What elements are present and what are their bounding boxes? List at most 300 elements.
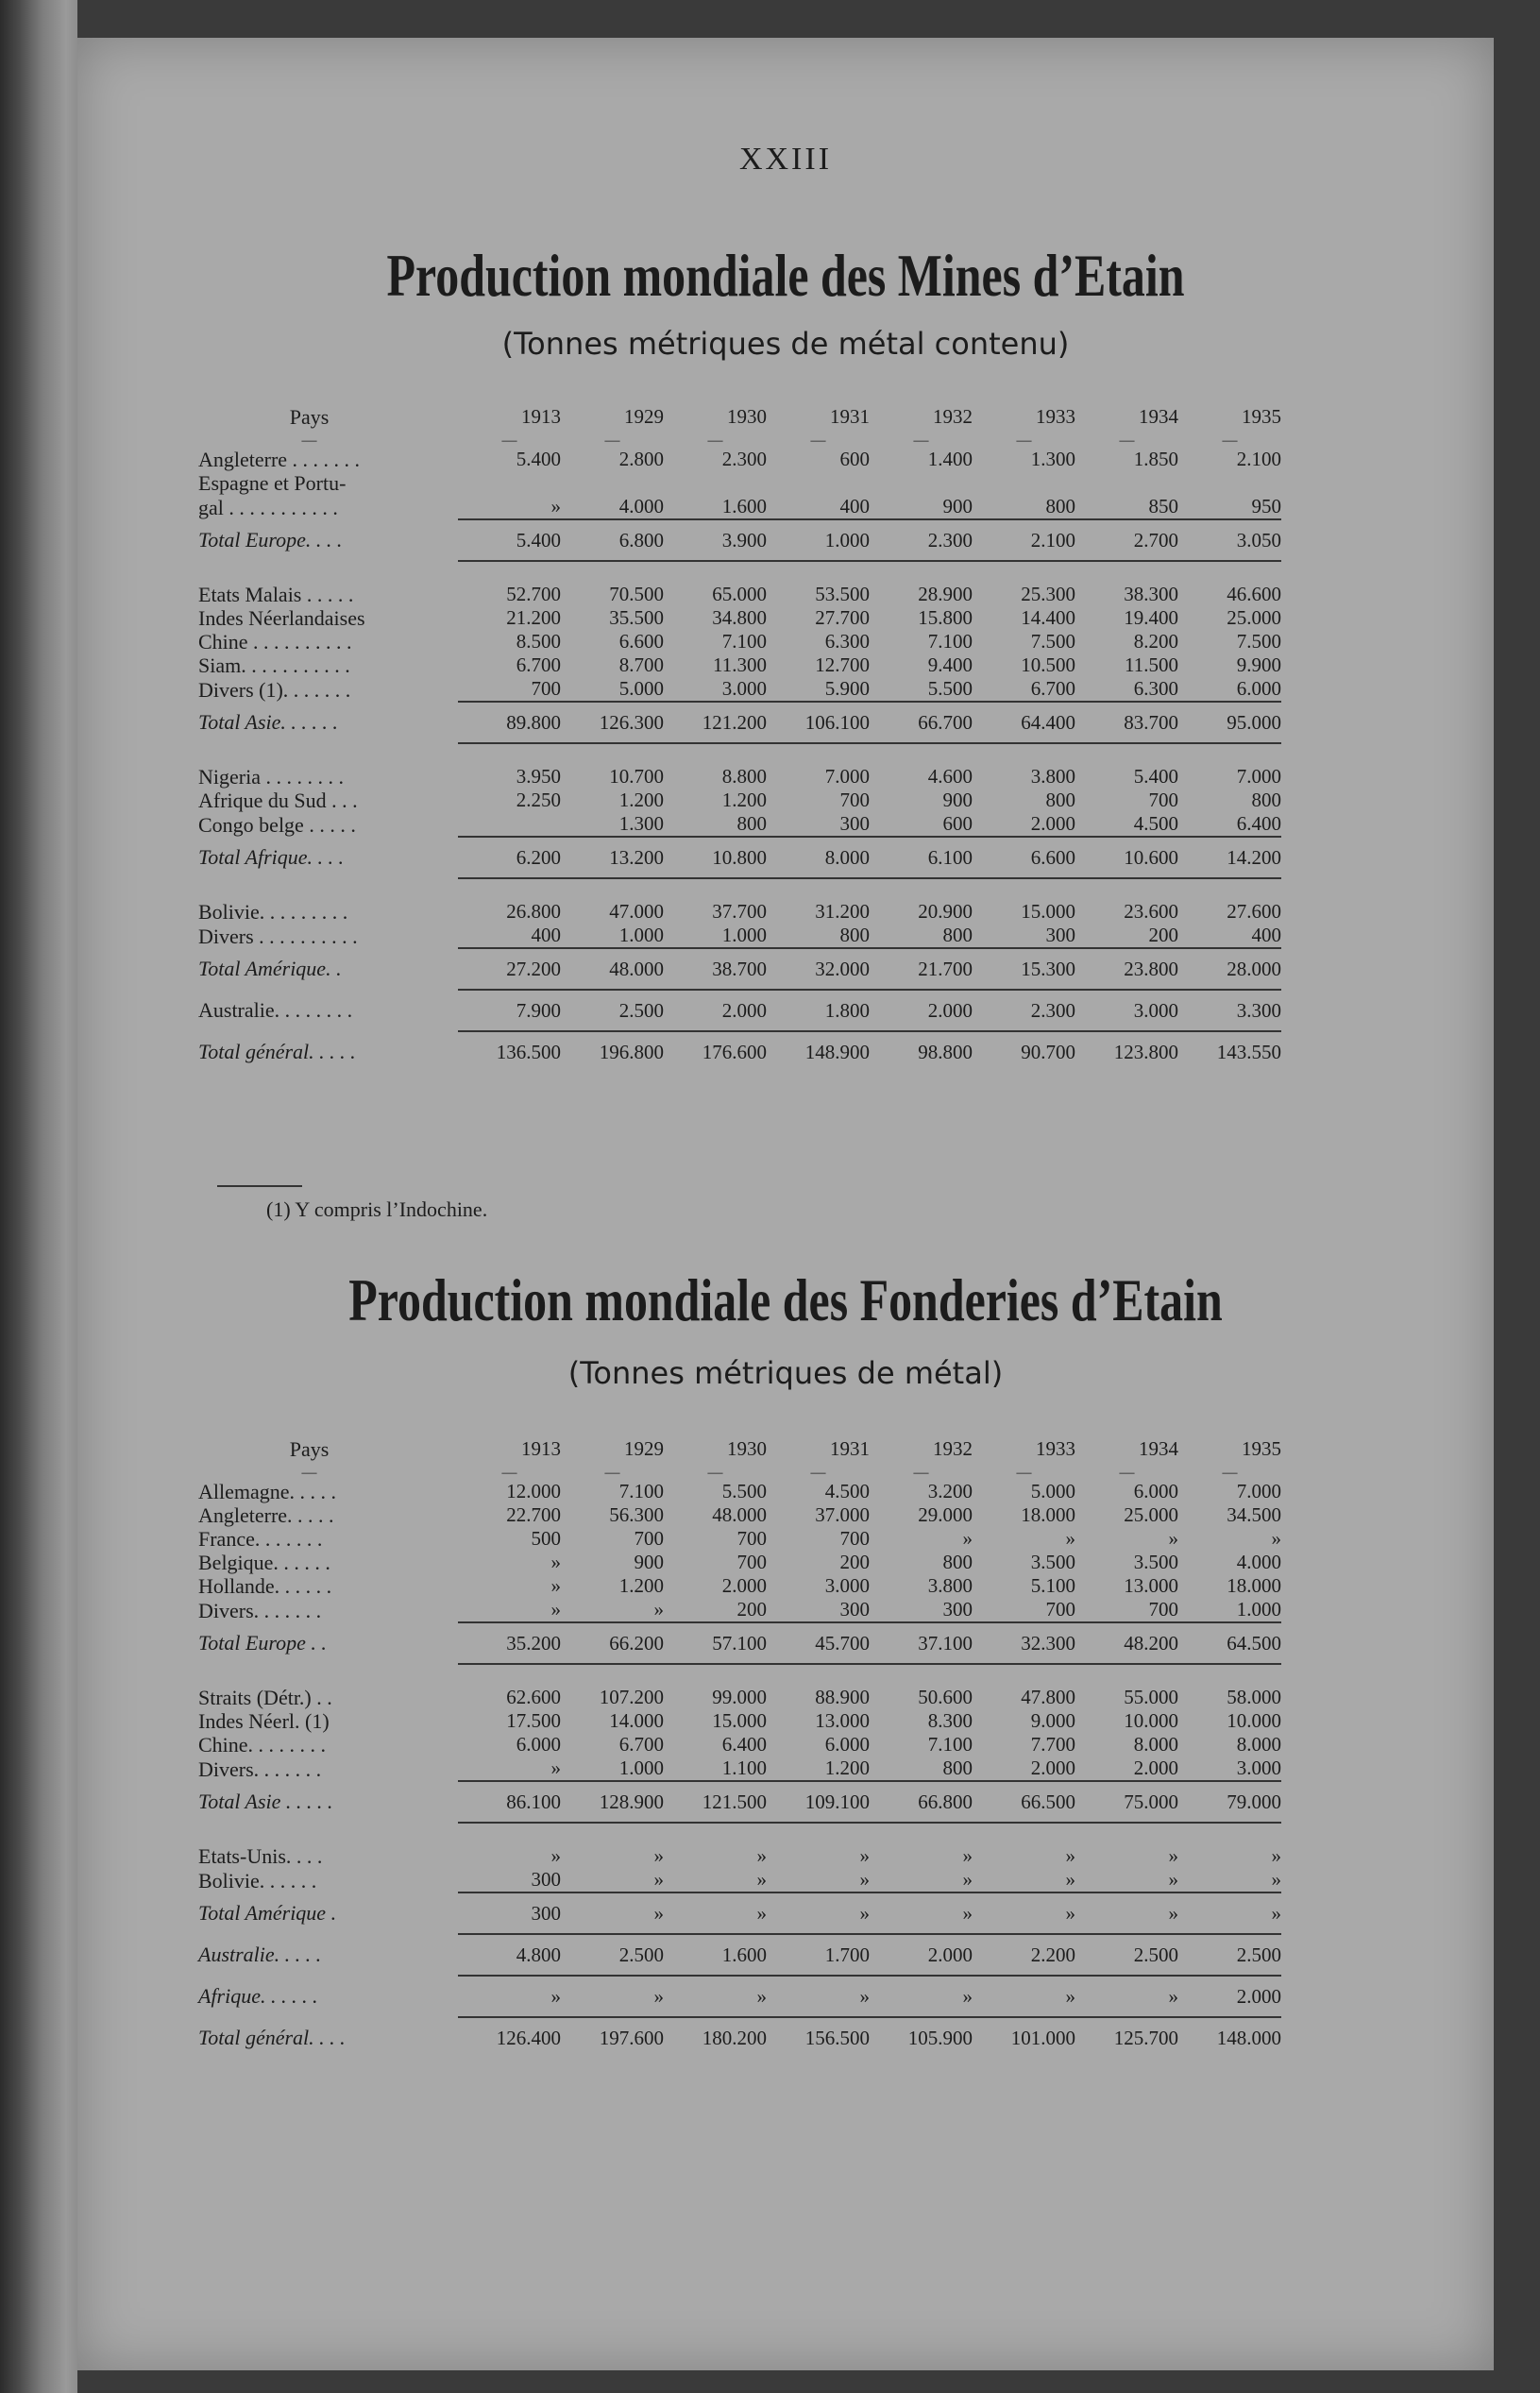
table-cell bbox=[664, 561, 767, 583]
table-cell: 7.900 bbox=[458, 990, 561, 1031]
table-cell bbox=[664, 1664, 767, 1686]
row-label: France. . . . . . . bbox=[198, 1527, 323, 1551]
table-cell: 800 bbox=[736, 812, 767, 835]
table-cell: 200 bbox=[736, 1598, 767, 1621]
table-cell: 1.300 bbox=[1030, 448, 1075, 470]
table-cell bbox=[1178, 561, 1281, 583]
table-cell bbox=[870, 1823, 973, 1844]
table-cell: 13.000 bbox=[1124, 1574, 1178, 1597]
year-header: 1933 bbox=[1036, 1436, 1075, 1460]
table-cell bbox=[664, 878, 767, 900]
year-header: 1930 bbox=[727, 404, 767, 428]
table-cell: 700 bbox=[1148, 1598, 1178, 1621]
table-cell: 18.000 bbox=[1021, 1503, 1075, 1526]
table-row bbox=[198, 448, 1281, 471]
table-cell: 38.300 bbox=[1124, 583, 1178, 605]
table-cell: 7.000 bbox=[1236, 765, 1281, 788]
table-cell: 2.700 bbox=[1075, 519, 1178, 561]
table-cell: » bbox=[653, 1844, 664, 1867]
dash: — bbox=[707, 433, 723, 449]
table-cell: 700 bbox=[531, 677, 561, 700]
table-cell bbox=[561, 561, 664, 583]
table-cell: » bbox=[973, 1892, 1075, 1934]
table-cell: 1.700 bbox=[767, 1934, 870, 1976]
table-cell: 26.800 bbox=[506, 900, 561, 923]
mines-table bbox=[198, 399, 1281, 1072]
table-cell: 2.100 bbox=[973, 519, 1075, 561]
table-cell: 200 bbox=[1148, 924, 1178, 946]
table-cell: 700 bbox=[839, 789, 870, 811]
table-cell: 400 bbox=[839, 495, 870, 518]
table-cell: 15.000 bbox=[1021, 900, 1075, 923]
year-header: 1929 bbox=[624, 1436, 664, 1460]
table-row bbox=[198, 765, 1281, 789]
table-cell: » bbox=[767, 1892, 870, 1934]
table-cell: » bbox=[1271, 1844, 1281, 1867]
table-cell: 6.000 bbox=[1236, 677, 1281, 700]
table-cell: 700 bbox=[634, 1527, 664, 1550]
table-cell bbox=[870, 1664, 973, 1686]
row-label: Allemagne. . . . . bbox=[198, 1480, 337, 1503]
table-cell: 32.000 bbox=[767, 948, 870, 990]
year-header: 1913 bbox=[521, 1436, 561, 1460]
row-label bbox=[198, 1664, 458, 1686]
table-cell: 86.100 bbox=[458, 1781, 561, 1823]
mines-footnote: (1) Y compris l’Indochine. bbox=[266, 1197, 488, 1221]
table-cell: 11.300 bbox=[713, 653, 767, 676]
table-cell: 2.000 bbox=[870, 990, 973, 1031]
table-cell: 1.800 bbox=[767, 990, 870, 1031]
table-cell: 148.900 bbox=[767, 1031, 870, 1072]
row-label: Australie. . . . . . . . bbox=[198, 998, 353, 1022]
table-cell: 50.600 bbox=[918, 1686, 973, 1708]
table-row bbox=[198, 677, 1281, 702]
table-cell: » bbox=[1271, 1868, 1281, 1891]
table-cell: 300 bbox=[458, 1892, 561, 1934]
table-cell: 8.200 bbox=[1133, 630, 1178, 653]
table-cell: 5.000 bbox=[1030, 1480, 1075, 1502]
fonderies-title: Production mondiale des Fonderies d’Etain bbox=[348, 1266, 1223, 1333]
table-cell: 2.000 bbox=[664, 990, 767, 1031]
table-cell bbox=[870, 878, 973, 900]
table-cell: 3.900 bbox=[664, 519, 767, 561]
table-cell: 4.500 bbox=[1133, 812, 1178, 835]
table-cell: 1.850 bbox=[1133, 448, 1178, 470]
table-cell: » bbox=[653, 1868, 664, 1891]
table-cell bbox=[458, 1823, 561, 1844]
table-cell: 7.100 bbox=[618, 1480, 664, 1502]
dash: — bbox=[913, 433, 929, 449]
table-row bbox=[198, 583, 1281, 606]
table-cell: 6.300 bbox=[1133, 677, 1178, 700]
table-cell: 9.900 bbox=[1236, 653, 1281, 676]
table-cell: » bbox=[859, 1844, 870, 1867]
table-cell: 27.200 bbox=[458, 948, 561, 990]
table-cell: 5.900 bbox=[824, 677, 870, 700]
row-label bbox=[198, 561, 458, 583]
table-cell: 2.500 bbox=[1075, 1934, 1178, 1976]
table-cell: 1.200 bbox=[824, 1757, 870, 1779]
table-row bbox=[198, 900, 1281, 924]
table-row bbox=[198, 495, 1281, 519]
table-cell bbox=[1075, 1664, 1178, 1686]
total-row bbox=[198, 1781, 1281, 1823]
table-cell: 900 bbox=[942, 495, 973, 518]
table-cell: 56.300 bbox=[609, 1503, 664, 1526]
table-cell: 66.800 bbox=[870, 1781, 973, 1823]
table-cell: 3.000 bbox=[824, 1574, 870, 1597]
table-cell: 21.200 bbox=[506, 606, 561, 629]
row-label: Hollande. . . . . . bbox=[198, 1574, 332, 1598]
table-cell: 66.200 bbox=[561, 1622, 664, 1664]
table-cell: 10.700 bbox=[609, 765, 664, 788]
table-cell: 300 bbox=[1045, 924, 1075, 946]
table-cell: 128.900 bbox=[561, 1781, 664, 1823]
table-cell: 34.500 bbox=[1227, 1503, 1281, 1526]
table-cell: 6.800 bbox=[561, 519, 664, 561]
table-cell: 1.000 bbox=[721, 924, 767, 946]
table-cell bbox=[767, 743, 870, 765]
row-label: gal . . . . . . . . . . . bbox=[198, 495, 338, 519]
table-cell: 105.900 bbox=[870, 2017, 973, 2058]
mines-title: Production mondiale des Mines d’Etain bbox=[386, 242, 1185, 309]
table-cell: 46.600 bbox=[1227, 583, 1281, 605]
table-cell: 8.000 bbox=[1133, 1733, 1178, 1756]
table-cell: 64.500 bbox=[1178, 1622, 1281, 1664]
table-cell bbox=[1178, 471, 1281, 495]
table-cell: 6.600 bbox=[618, 630, 664, 653]
table-cell: 800 bbox=[839, 924, 870, 946]
table-cell bbox=[664, 471, 767, 495]
table-cell: 107.200 bbox=[599, 1686, 664, 1708]
row-label: Total général. . . . bbox=[198, 2025, 346, 2049]
table-cell: 8.500 bbox=[516, 630, 561, 653]
table-cell: » bbox=[561, 1976, 664, 2017]
table-cell: » bbox=[859, 1868, 870, 1891]
footnote-rule bbox=[217, 1185, 302, 1187]
table-cell: 1.200 bbox=[618, 1574, 664, 1597]
table-cell: 1.200 bbox=[721, 789, 767, 811]
row-label: Pays bbox=[289, 1436, 330, 1461]
table-cell: » bbox=[550, 1551, 561, 1573]
table-cell: 62.600 bbox=[506, 1686, 561, 1708]
table-cell: 800 bbox=[942, 1551, 973, 1573]
table-cell: 7.700 bbox=[1030, 1733, 1075, 1756]
table-cell: 6.700 bbox=[516, 653, 561, 676]
row-label: Total Afrique. . . . bbox=[198, 845, 345, 869]
dash: — bbox=[501, 433, 517, 449]
table-cell: 6.000 bbox=[824, 1733, 870, 1756]
table-cell: 8.300 bbox=[927, 1709, 973, 1732]
table-cell: 1.300 bbox=[618, 812, 664, 835]
table-cell bbox=[458, 1664, 561, 1686]
table-cell: 4.800 bbox=[458, 1934, 561, 1976]
table-cell: 500 bbox=[531, 1527, 561, 1550]
row-label bbox=[198, 1823, 458, 1844]
table-cell: 2.500 bbox=[561, 1934, 664, 1976]
table-cell: 12.000 bbox=[506, 1480, 561, 1502]
table-cell: » bbox=[550, 1844, 561, 1867]
table-row bbox=[198, 630, 1281, 653]
header-dashes bbox=[198, 434, 1281, 448]
row-label: Divers. . . . . . . bbox=[198, 1757, 322, 1781]
row-label: Total Europe . . bbox=[198, 1631, 327, 1655]
year-header: 1932 bbox=[933, 404, 973, 428]
table-cell bbox=[561, 743, 664, 765]
table-cell: » bbox=[1271, 1527, 1281, 1550]
table-cell: 15.300 bbox=[973, 948, 1075, 990]
table-cell: 8.000 bbox=[1236, 1733, 1281, 1756]
dash: — bbox=[604, 433, 620, 449]
table-cell: 45.700 bbox=[767, 1622, 870, 1664]
table-row bbox=[198, 606, 1281, 630]
table-cell bbox=[1075, 743, 1178, 765]
table-cell: 109.100 bbox=[767, 1781, 870, 1823]
total-row bbox=[198, 702, 1281, 743]
table-cell: 3.050 bbox=[1178, 519, 1281, 561]
table-cell: » bbox=[1168, 1527, 1178, 1550]
table-cell: 25.000 bbox=[1124, 1503, 1178, 1526]
table-row bbox=[198, 1709, 1281, 1733]
row-label: Siam. . . . . . . . . . . bbox=[198, 653, 350, 677]
table-cell: 1.400 bbox=[927, 448, 973, 470]
table-cell: » bbox=[1065, 1844, 1075, 1867]
table-cell: 14.400 bbox=[1021, 606, 1075, 629]
table-cell: 7.000 bbox=[1236, 1480, 1281, 1502]
table-cell: 8.000 bbox=[767, 837, 870, 878]
page bbox=[77, 38, 1494, 2370]
table-cell: 1.600 bbox=[721, 495, 767, 518]
table-cell: 6.100 bbox=[870, 837, 973, 878]
table-cell: 2.000 bbox=[721, 1574, 767, 1597]
total-row bbox=[198, 1031, 1281, 1072]
header-row bbox=[198, 1431, 1281, 1467]
row-label: Chine. . . . . . . . bbox=[198, 1733, 327, 1757]
table-cell: 300 bbox=[531, 1868, 561, 1891]
table-cell: 1.100 bbox=[721, 1757, 767, 1779]
table-cell bbox=[1178, 743, 1281, 765]
table-cell: 2.800 bbox=[618, 448, 664, 470]
table-cell bbox=[973, 878, 1075, 900]
table-cell bbox=[664, 1823, 767, 1844]
table-cell: 15.800 bbox=[918, 606, 973, 629]
table-cell bbox=[1075, 1823, 1178, 1844]
table-cell: 7.500 bbox=[1236, 630, 1281, 653]
single-row bbox=[198, 1976, 1281, 2017]
table-cell: 950 bbox=[1251, 495, 1281, 518]
row-label: Belgique. . . . . . bbox=[198, 1551, 330, 1574]
table-cell: 25.000 bbox=[1227, 606, 1281, 629]
table-cell: 196.800 bbox=[561, 1031, 664, 1072]
table-cell: 6.700 bbox=[1030, 677, 1075, 700]
row-label: Total Amérique. . bbox=[198, 957, 342, 980]
table-cell: 28.000 bbox=[1178, 948, 1281, 990]
table-cell: 20.900 bbox=[918, 900, 973, 923]
table-cell: » bbox=[1065, 1527, 1075, 1550]
header-dashes bbox=[198, 1467, 1281, 1480]
table-cell: » bbox=[550, 1598, 561, 1621]
dash: — bbox=[1016, 433, 1032, 449]
year-header: 1933 bbox=[1036, 404, 1075, 428]
table-cell: » bbox=[1168, 1844, 1178, 1867]
row-label: Bolivie. . . . . . bbox=[198, 1868, 317, 1892]
table-cell: 10.000 bbox=[1124, 1709, 1178, 1732]
table-cell: 2.100 bbox=[1236, 448, 1281, 470]
table-row bbox=[198, 1598, 1281, 1622]
table-cell: 400 bbox=[1251, 924, 1281, 946]
table-cell: 58.000 bbox=[1227, 1686, 1281, 1708]
year-header: 1934 bbox=[1139, 1436, 1178, 1460]
table-row bbox=[198, 471, 1281, 495]
row-label: Afrique. . . . . . bbox=[198, 1984, 318, 2008]
table-row bbox=[198, 1686, 1281, 1709]
dash: — bbox=[707, 1465, 723, 1481]
dash: — bbox=[1222, 433, 1238, 449]
table-cell: 3.800 bbox=[1030, 765, 1075, 788]
table-cell: 23.800 bbox=[1075, 948, 1178, 990]
table-cell: 2.500 bbox=[1178, 1934, 1281, 1976]
table-cell: 200 bbox=[839, 1551, 870, 1573]
table-cell: 8.700 bbox=[618, 653, 664, 676]
table-cell: 143.550 bbox=[1178, 1031, 1281, 1072]
table-cell bbox=[973, 1823, 1075, 1844]
table-cell: » bbox=[653, 1598, 664, 1621]
fonderies-subtitle: (Tonnes métriques de métal) bbox=[567, 1355, 1004, 1391]
table-cell: 14.200 bbox=[1178, 837, 1281, 878]
table-cell: 6.200 bbox=[458, 837, 561, 878]
table-cell bbox=[973, 471, 1075, 495]
year-header: 1931 bbox=[830, 1436, 870, 1460]
table-cell bbox=[1178, 878, 1281, 900]
table-cell: 900 bbox=[942, 789, 973, 811]
table-cell: 850 bbox=[1148, 495, 1178, 518]
table-cell: 800 bbox=[1045, 789, 1075, 811]
table-row bbox=[198, 1844, 1281, 1868]
table-cell bbox=[767, 471, 870, 495]
header-row bbox=[198, 399, 1281, 434]
table-cell: 800 bbox=[1251, 789, 1281, 811]
table-cell: 64.400 bbox=[973, 702, 1075, 743]
spacer-row bbox=[198, 743, 1281, 765]
table-cell: 2.000 bbox=[1178, 1976, 1281, 2017]
total-row bbox=[198, 837, 1281, 878]
table-cell: 22.700 bbox=[506, 1503, 561, 1526]
row-label: Straits (Détr.) . . bbox=[198, 1686, 332, 1709]
row-label: Indes Néerlandaises bbox=[198, 606, 365, 630]
dash: — bbox=[913, 1465, 929, 1481]
total-row bbox=[198, 519, 1281, 561]
table-cell: 6.000 bbox=[516, 1733, 561, 1756]
table-cell: 4.000 bbox=[1236, 1551, 1281, 1573]
table-cell: 37.700 bbox=[712, 900, 767, 923]
table-cell bbox=[1178, 1664, 1281, 1686]
table-cell: 800 bbox=[942, 1757, 973, 1779]
dash: — bbox=[1119, 1465, 1135, 1481]
table-cell: 12.700 bbox=[815, 653, 870, 676]
table-row bbox=[198, 1480, 1281, 1503]
total-row bbox=[198, 948, 1281, 990]
table-cell: » bbox=[1075, 1892, 1178, 1934]
table-cell: 7.100 bbox=[927, 630, 973, 653]
table-cell: 3.500 bbox=[1133, 1551, 1178, 1573]
row-label: Divers (1). . . . . . . bbox=[198, 677, 351, 702]
table-cell: 57.100 bbox=[664, 1622, 767, 1664]
table-cell: 66.500 bbox=[973, 1781, 1075, 1823]
table-cell: 28.900 bbox=[918, 583, 973, 605]
row-label: Divers. . . . . . . bbox=[198, 1598, 322, 1622]
year-header: 1935 bbox=[1242, 404, 1281, 428]
row-label: Angleterre . . . . . . . bbox=[198, 448, 361, 471]
single-row bbox=[198, 990, 1281, 1031]
table-cell: 2.300 bbox=[973, 990, 1075, 1031]
table-cell: 600 bbox=[839, 448, 870, 470]
table-cell: 700 bbox=[736, 1551, 767, 1573]
table-cell: 3.000 bbox=[1236, 1757, 1281, 1779]
year-header: 1935 bbox=[1242, 1436, 1281, 1460]
table-row bbox=[198, 1527, 1281, 1551]
table-cell: 70.500 bbox=[609, 583, 664, 605]
year-header: 1931 bbox=[830, 404, 870, 428]
table-cell: 4.600 bbox=[927, 765, 973, 788]
table-cell bbox=[561, 1823, 664, 1844]
table-cell: 176.600 bbox=[664, 1031, 767, 1072]
table-cell: 6.000 bbox=[1133, 1480, 1178, 1502]
table-cell: 5.100 bbox=[1030, 1574, 1075, 1597]
table-cell: 75.000 bbox=[1075, 1781, 1178, 1823]
table-cell: 148.000 bbox=[1178, 2017, 1281, 2058]
table-cell: 27.700 bbox=[815, 606, 870, 629]
table-cell: 52.700 bbox=[506, 583, 561, 605]
table-cell: 126.300 bbox=[561, 702, 664, 743]
dash: — bbox=[501, 1465, 517, 1481]
table-cell: 32.300 bbox=[973, 1622, 1075, 1664]
table-cell: » bbox=[1178, 1892, 1281, 1934]
table-row bbox=[198, 924, 1281, 948]
table-cell: 7.100 bbox=[927, 1733, 973, 1756]
row-label: Pays bbox=[289, 404, 330, 429]
table-cell: 55.000 bbox=[1124, 1686, 1178, 1708]
table-cell bbox=[561, 471, 664, 495]
table-cell bbox=[973, 1664, 1075, 1686]
table-cell: » bbox=[1075, 1976, 1178, 2017]
table-row bbox=[198, 812, 1281, 837]
table-cell: » bbox=[550, 1757, 561, 1779]
table-cell: 1.000 bbox=[618, 1757, 664, 1779]
table-cell: » bbox=[1065, 1868, 1075, 1891]
table-cell bbox=[458, 471, 561, 495]
table-cell: 4.000 bbox=[618, 495, 664, 518]
row-label: Total général. . . . . bbox=[198, 1039, 356, 1063]
table-cell: 95.000 bbox=[1178, 702, 1281, 743]
table-cell: 400 bbox=[531, 924, 561, 946]
table-cell: » bbox=[458, 1976, 561, 2017]
table-cell bbox=[458, 878, 561, 900]
table-cell: 126.400 bbox=[458, 2017, 561, 2058]
row-label: Afrique du Sud . . . bbox=[198, 789, 358, 812]
table-cell: 300 bbox=[839, 812, 870, 835]
dash: — bbox=[810, 1465, 826, 1481]
table-cell: 66.700 bbox=[870, 702, 973, 743]
row-label bbox=[198, 878, 458, 900]
table-cell: 6.700 bbox=[618, 1733, 664, 1756]
table-cell: 125.700 bbox=[1075, 2017, 1178, 2058]
table-cell: 5.500 bbox=[721, 1480, 767, 1502]
table-cell: 5.400 bbox=[516, 448, 561, 470]
year-header: 1934 bbox=[1139, 404, 1178, 428]
row-label: Total Asie . . . . . bbox=[198, 1790, 333, 1813]
table-cell: 7.500 bbox=[1030, 630, 1075, 653]
table-cell: 2.300 bbox=[721, 448, 767, 470]
